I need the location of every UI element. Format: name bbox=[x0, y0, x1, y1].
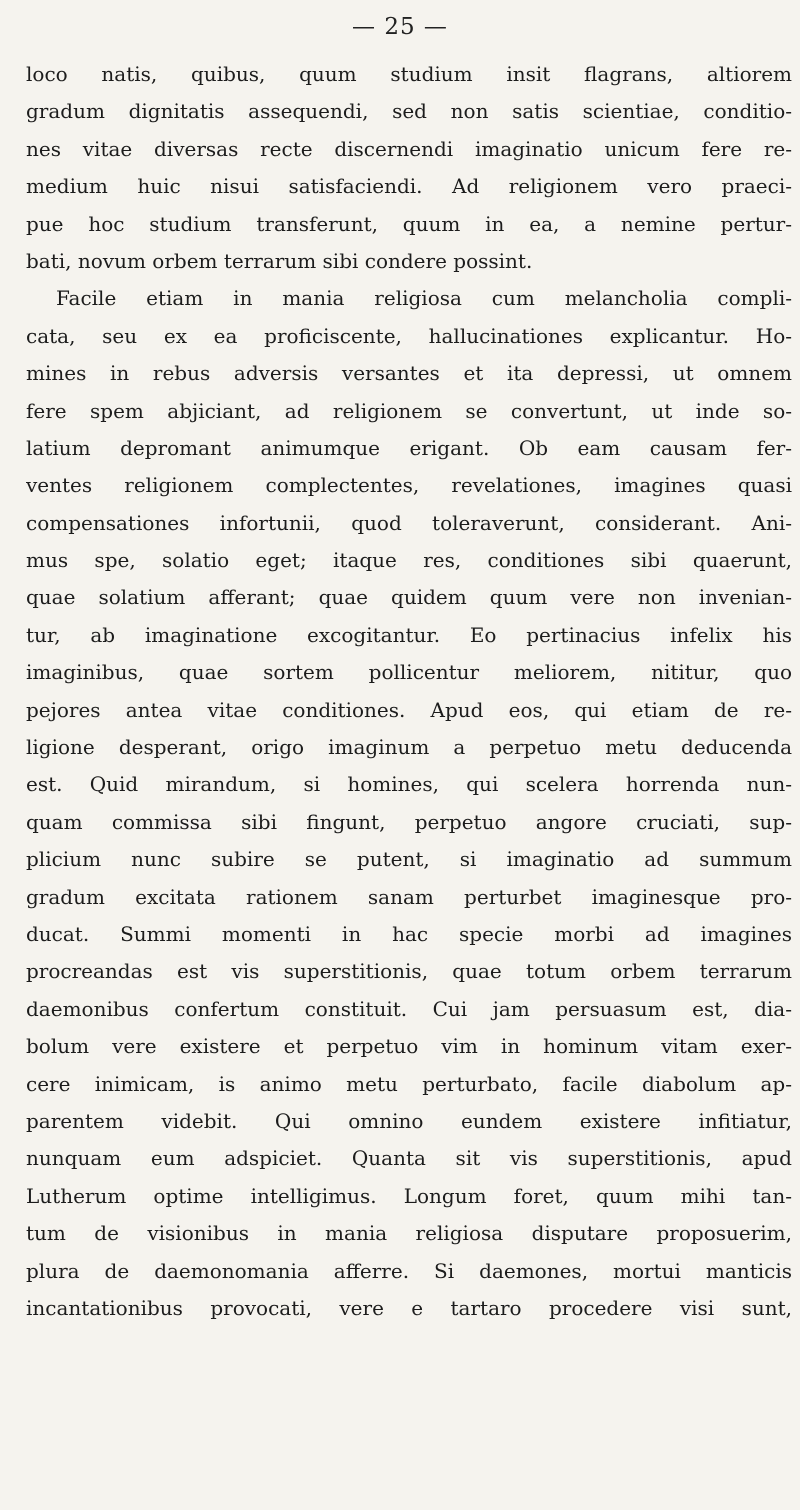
text-line: ducat. Summi momenti in hac specie morbi ad imagines bbox=[26, 921, 792, 946]
text-line: pejores antea vitae conditiones. Apud eos, qui etiam de re- bbox=[26, 697, 792, 722]
text-line: loco natis, quibus, quum studium insit flagrans, altiorem bbox=[26, 62, 792, 86]
text-line: cere inimicam, is animo metu perturbato, facile diabolum ap- bbox=[26, 1071, 792, 1096]
text-line: plicium nunc subire se putent, si imaginatio ad summum bbox=[26, 847, 792, 872]
body-text bbox=[26, 56, 792, 1327]
text-line: Lutherum optime intelligimus. Longum foret, quum mihi tan- bbox=[26, 1183, 792, 1208]
text-line: quam commissa sibi fingunt, perpetuo angore cruciati, sup- bbox=[26, 809, 792, 834]
text-line: est. Quid mirandum, si homines, qui scelera horrenda nun- bbox=[26, 772, 792, 797]
text-line: gradum dignitatis assequendi, sed non satis scientiae, conditio- bbox=[26, 99, 792, 124]
text-line: tum de visionibus in mania religiosa disputare proposuerim, bbox=[26, 1221, 792, 1246]
text-line: mines in rebus adversis versantes et ita depressi, ut omnem bbox=[26, 361, 792, 386]
text-line: nunquam eum adspiciet. Quanta sit vis superstitionis, apud bbox=[26, 1146, 792, 1171]
text-line: fere spem abjiciant, ad religionem se convertunt, ut inde so- bbox=[26, 398, 792, 423]
text-line: pue hoc studium transferunt, quum in ea, a nemine pertur- bbox=[26, 211, 792, 236]
text-line: medium huic nisui satisfaciendi. Ad religionem vero praeci- bbox=[26, 174, 792, 199]
text-line: latium depromant animumque erigant. Ob eam causam fer- bbox=[26, 435, 792, 460]
text-line: bati, novum orbem terrarum sibi condere possint. bbox=[26, 248, 533, 273]
text-line: parentem videbit. Qui omnino eundem existere infitiatur, bbox=[26, 1108, 792, 1133]
paragraph-2 bbox=[26, 280, 792, 1327]
text-line: ventes religionem complectentes, revelationes, imagines quasi bbox=[26, 473, 792, 498]
paragraph-1 bbox=[26, 56, 792, 280]
text-line: gradum excitata rationem sanam perturbet imaginesque pro- bbox=[26, 884, 792, 909]
text-line: cata, seu ex ea proficiscente, hallucinationes explicantur. Ho- bbox=[26, 323, 792, 348]
text-line: plura de daemonomania afferre. Si daemones, mortui manticis bbox=[26, 1258, 792, 1283]
text-line: Facile etiam in mania religiosa cum melancholia compli- bbox=[56, 286, 792, 311]
text-line: incantationibus provocati, vere e tartaro procedere visi sunt, bbox=[26, 1295, 792, 1320]
text-line: mus spe, solatio eget; itaque res, conditiones sibi quaerunt, bbox=[26, 548, 792, 573]
text-line: procreandas est vis superstitionis, quae totum orbem terrarum bbox=[26, 959, 792, 984]
text-line: tur, ab imaginatione excogitantur. Eo pertinacius infelix his bbox=[26, 622, 792, 647]
text-line: ligione desperant, origo imaginum a perpetuo metu deducenda bbox=[26, 735, 792, 760]
text-line: nes vitae diversas recte discernendi imaginatio unicum fere re- bbox=[26, 136, 792, 161]
page-number: — 25 — bbox=[352, 14, 448, 40]
text-line: compensationes infortunii, quod toleraverunt, considerant. Ani- bbox=[26, 510, 792, 535]
text-line: quae solatium afferant; quae quidem quum vere non invenian- bbox=[26, 585, 792, 610]
text-line: daemonibus confertum constituit. Cui jam persuasum est, dia- bbox=[26, 996, 792, 1021]
text-line: imaginibus, quae sortem pollicentur meliorem, nititur, quo bbox=[26, 660, 792, 685]
text-line: bolum vere existere et perpetuo vim in hominum vitam exer- bbox=[26, 1034, 792, 1059]
